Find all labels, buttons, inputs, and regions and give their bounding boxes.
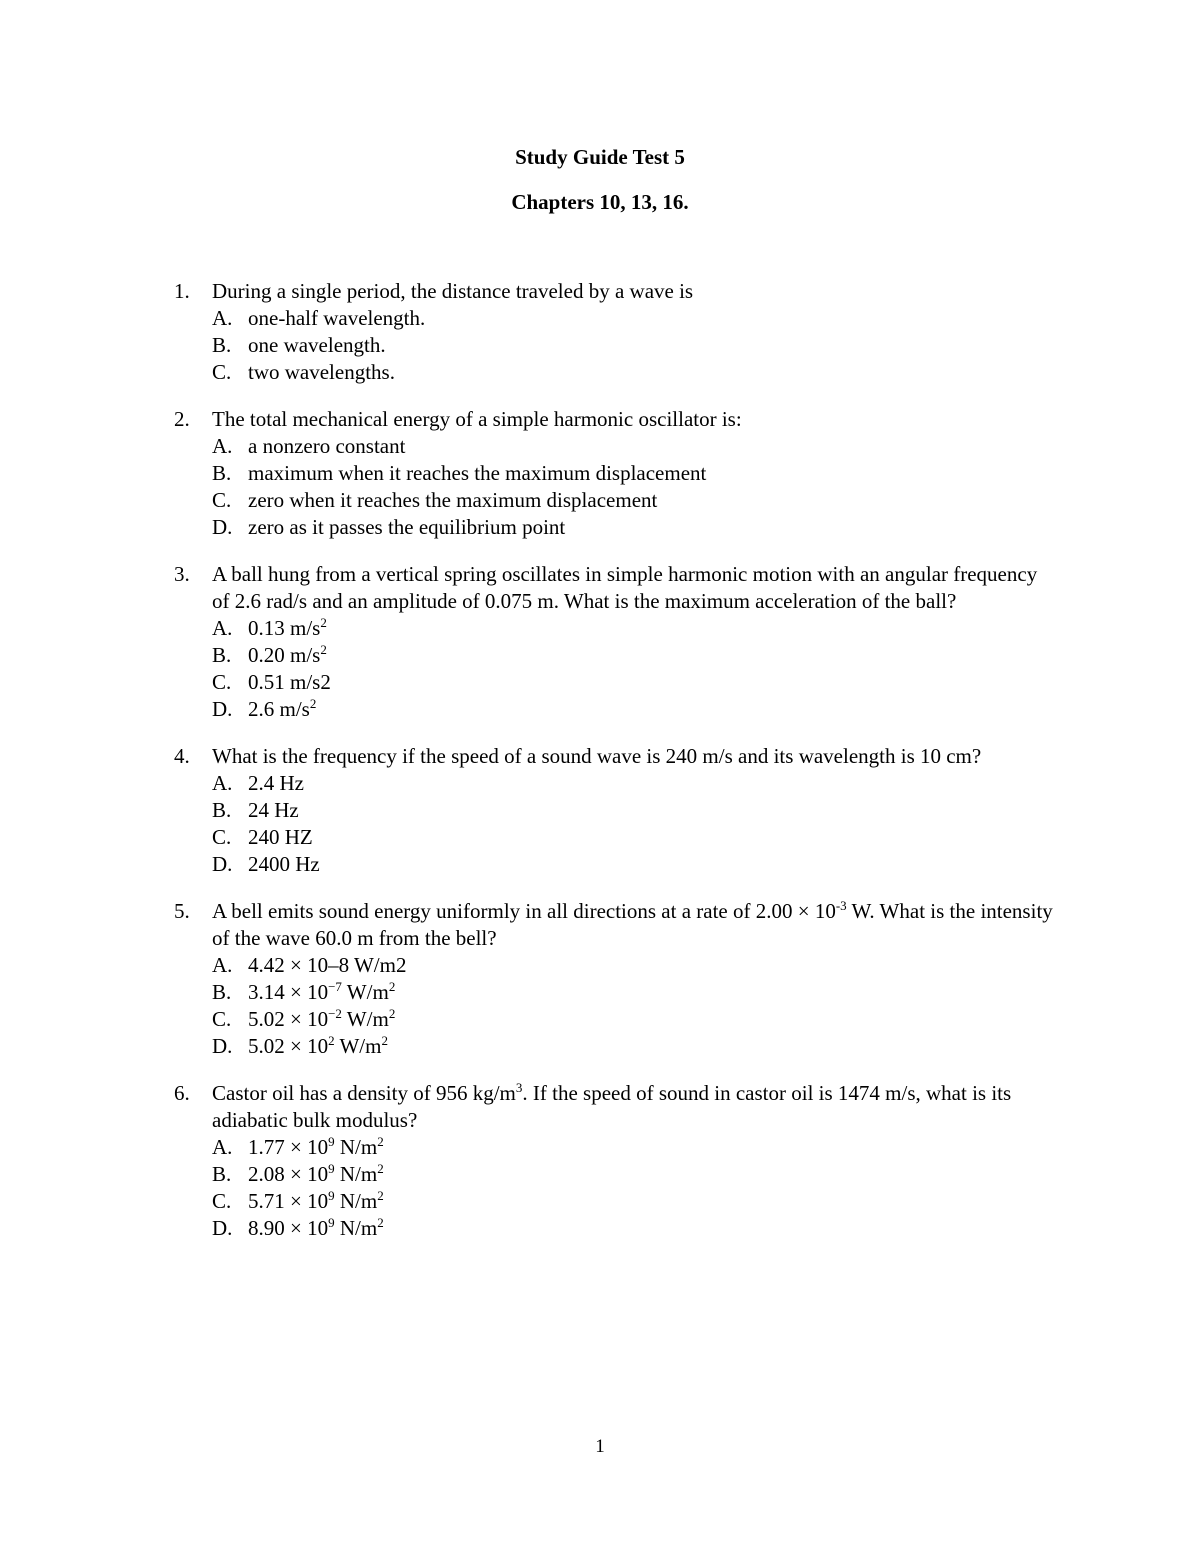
option-letter: C. bbox=[212, 360, 232, 384]
option-text: a nonzero constant bbox=[248, 434, 406, 458]
option-d bbox=[212, 851, 1054, 878]
option-text: 0.51 m/s2 bbox=[248, 670, 331, 694]
question-number: 3. bbox=[174, 562, 190, 586]
option-exponent: −7 bbox=[328, 979, 342, 994]
question-number: 6. bbox=[174, 1081, 190, 1105]
option-unit: N/m bbox=[334, 1162, 378, 1186]
option-d bbox=[212, 696, 1054, 723]
option-text: 1.77 × 10 bbox=[248, 1135, 329, 1159]
option-a bbox=[212, 615, 1054, 642]
option-c bbox=[212, 824, 1054, 851]
option-letter: B. bbox=[212, 643, 232, 667]
option-unit-exponent: 2 bbox=[381, 1033, 388, 1048]
option-c bbox=[212, 669, 1054, 696]
option-text: zero as it passes the equilibrium point bbox=[248, 515, 566, 539]
question-6 bbox=[174, 1080, 1054, 1242]
option-text: zero when it reaches the maximum displacement bbox=[248, 488, 658, 512]
option-unit-exponent: 2 bbox=[377, 1134, 384, 1149]
option-letter: B. bbox=[212, 1162, 232, 1186]
option-a bbox=[212, 433, 1054, 460]
option-letter: B. bbox=[212, 980, 232, 1004]
question-4 bbox=[174, 743, 1054, 878]
question-number: 5. bbox=[174, 899, 190, 923]
option-superscript: 2 bbox=[309, 696, 317, 711]
question-text: What is the frequency if the speed of a sound wave is 240 m/s and its wavelength is 10 cm? bbox=[212, 744, 982, 768]
option-a bbox=[212, 305, 1054, 332]
question-superscript: 3 bbox=[515, 1080, 523, 1095]
option-c bbox=[212, 1006, 1054, 1033]
option-text: 2.6 m/s bbox=[248, 697, 310, 721]
option-exponent: −2 bbox=[328, 1006, 342, 1021]
option-b bbox=[212, 1161, 1054, 1188]
option-b bbox=[212, 797, 1054, 824]
option-unit-exponent: 2 bbox=[377, 1161, 384, 1176]
option-text: one-half wavelength. bbox=[248, 306, 426, 330]
option-unit: N/m bbox=[334, 1135, 378, 1159]
option-unit-exponent: 2 bbox=[388, 979, 396, 994]
option-text: 240 HZ bbox=[248, 825, 313, 849]
option-exponent: 9 bbox=[328, 1161, 335, 1176]
option-letter: C. bbox=[212, 488, 232, 512]
option-c bbox=[212, 1188, 1054, 1215]
option-unit: N/m bbox=[334, 1216, 378, 1240]
option-superscript: 2 bbox=[320, 615, 327, 630]
option-text: maximum when it reaches the maximum displacement bbox=[248, 461, 707, 485]
option-unit: W/m bbox=[341, 980, 389, 1004]
option-text: two wavelengths. bbox=[248, 360, 395, 384]
option-unit: W/m bbox=[341, 1007, 389, 1031]
option-text: one wavelength. bbox=[248, 333, 386, 357]
option-text: 3.14 × 10 bbox=[248, 980, 329, 1004]
option-letter: B. bbox=[212, 461, 232, 485]
option-letter: C. bbox=[212, 670, 232, 694]
option-text: 0.13 m/s bbox=[248, 616, 321, 640]
option-unit-exponent: 2 bbox=[388, 1006, 396, 1021]
option-exponent: 9 bbox=[328, 1134, 335, 1149]
option-d bbox=[212, 514, 1054, 541]
option-d bbox=[212, 1215, 1054, 1242]
option-text: 2.4 Hz bbox=[248, 771, 304, 795]
option-letter: B. bbox=[212, 333, 232, 357]
option-exponent: 9 bbox=[328, 1215, 335, 1230]
question-text-start: A bell emits sound energy uniformly in all directions at a rate of 2.00 × 10 bbox=[212, 899, 836, 923]
question-text bbox=[212, 898, 1054, 952]
option-text: 5.02 × 10 bbox=[248, 1007, 329, 1031]
option-unit: W/m bbox=[334, 1034, 382, 1058]
option-a bbox=[212, 952, 1054, 979]
question-3 bbox=[174, 561, 1054, 723]
question-superscript: -3 bbox=[835, 898, 847, 913]
option-letter: A. bbox=[212, 953, 233, 977]
option-b bbox=[212, 979, 1054, 1006]
option-letter: A. bbox=[212, 434, 233, 458]
page-title: Study Guide Test 5 bbox=[515, 145, 685, 169]
option-exponent: 9 bbox=[328, 1188, 335, 1203]
option-letter: C. bbox=[212, 825, 232, 849]
option-unit-exponent: 2 bbox=[377, 1188, 384, 1203]
option-text: 4.42 × 10–8 W/m2 bbox=[248, 953, 407, 977]
page-subtitle: Chapters 10, 13, 16. bbox=[511, 190, 689, 214]
option-letter: A. bbox=[212, 1135, 233, 1159]
option-unit-exponent: 2 bbox=[377, 1215, 384, 1230]
option-text: 8.90 × 10 bbox=[248, 1216, 329, 1240]
option-letter: A. bbox=[212, 616, 233, 640]
question-text-end: W. What is the intensity of the wave 60.0 m from the bell? bbox=[212, 899, 1053, 950]
option-letter: D. bbox=[212, 515, 233, 539]
option-text: 24 Hz bbox=[248, 798, 299, 822]
question-number: 2. bbox=[174, 407, 190, 431]
question-text-end: . If the speed of sound in castor oil is 1474 m/s, what is its adiabatic bulk modulus? bbox=[212, 1081, 1012, 1132]
question-number: 1. bbox=[174, 279, 190, 303]
option-unit: N/m bbox=[334, 1189, 378, 1213]
option-letter: B. bbox=[212, 798, 232, 822]
page-number: 1 bbox=[595, 1436, 605, 1457]
option-a bbox=[212, 770, 1054, 797]
option-text: 0.20 m/s bbox=[248, 643, 321, 667]
option-superscript: 2 bbox=[320, 642, 327, 657]
question-list bbox=[174, 278, 1054, 1262]
option-letter: D. bbox=[212, 1034, 233, 1058]
question-1 bbox=[174, 278, 1054, 386]
option-c bbox=[212, 359, 1054, 386]
question-5 bbox=[174, 898, 1054, 1060]
option-b bbox=[212, 460, 1054, 487]
option-letter: A. bbox=[212, 306, 233, 330]
question-2 bbox=[174, 406, 1054, 541]
question-number: 4. bbox=[174, 744, 190, 768]
option-letter: D. bbox=[212, 852, 233, 876]
option-letter: A. bbox=[212, 771, 233, 795]
option-text: 2.08 × 10 bbox=[248, 1162, 329, 1186]
option-text: 5.71 × 10 bbox=[248, 1189, 329, 1213]
question-text: A ball hung from a vertical spring oscillates in simple harmonic motion with an angular frequency of 2.6 rad/s and an amplitude of 0.075 m. What is the maximum acceleration of the ball? bbox=[212, 562, 1038, 613]
option-text: 5.02 × 10 bbox=[248, 1034, 329, 1058]
option-a bbox=[212, 1134, 1054, 1161]
option-b bbox=[212, 332, 1054, 359]
option-letter: C. bbox=[212, 1007, 232, 1031]
question-text-start: Castor oil has a density of 956 kg/m bbox=[212, 1081, 516, 1105]
question-text: The total mechanical energy of a simple harmonic oscillator is: bbox=[212, 407, 742, 431]
option-letter: D. bbox=[212, 1216, 233, 1240]
option-letter: D. bbox=[212, 697, 233, 721]
question-text bbox=[212, 1080, 1054, 1134]
option-text: 2400 Hz bbox=[248, 852, 320, 876]
option-exponent: 2 bbox=[328, 1033, 335, 1048]
question-text: During a single period, the distance traveled by a wave is bbox=[212, 279, 694, 303]
option-c bbox=[212, 487, 1054, 514]
option-letter: C. bbox=[212, 1189, 232, 1213]
option-b bbox=[212, 642, 1054, 669]
option-d bbox=[212, 1033, 1054, 1060]
